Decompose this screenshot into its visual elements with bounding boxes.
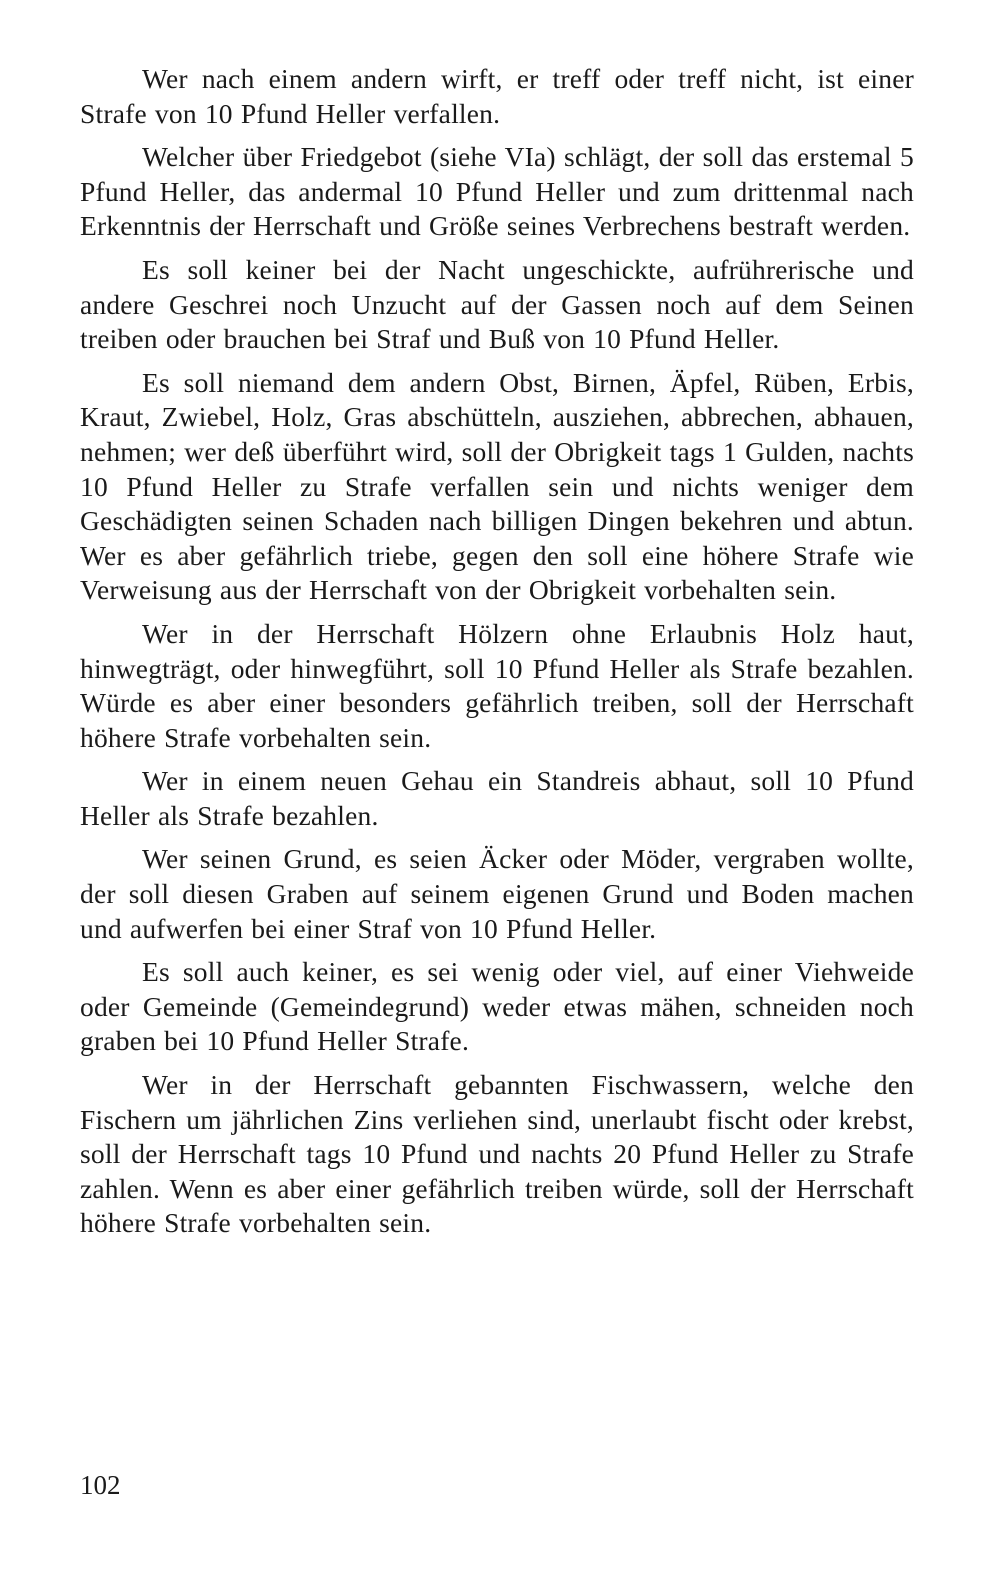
paragraph: Es soll keiner bei der Nacht ungeschickte, aufrührerische und andere Geschrei noch Unzucht auf der Gassen noch auf dem Seinen treiben oder brauchen bei Straf und Buß von 10 Pfund Heller. [80, 253, 914, 355]
paragraph: Es soll niemand dem andern Obst, Birnen, Äpfel, Rüben, Erbis, Kraut, Zwiebel, Holz, Gras abschütteln, ausziehen, abbrechen, abhauen, nehmen; wer deß überführt wird, soll der Obrigkeit tags 1 Gulden, nachts 10 Pfund Heller zu Strafe verfallen sein und nichts weniger dem Geschädigten seinen Schaden nach billigen Dingen bekehren und abtun. Wer es aber gefährlich triebe, gegen den soll eine höhere Strafe wie Verweisung aus der Herrschaft von der Obrigkeit vorbehalten sein. [80, 366, 914, 606]
paragraph: Wer nach einem andern wirft, er treff oder treff nicht, ist einer Strafe von 10 Pfund Heller verfallen. [80, 63, 914, 129]
paragraph: Es soll auch keiner, es sei wenig oder viel, auf einer Viehweide oder Gemeinde (Gemeindegrund) weder etwas mähen, schneiden noch graben bei 10 Pfund Heller Strafe. [80, 956, 914, 1057]
paragraph: Wer in einem neuen Gehau ein Standreis abhaut, soll 10 Pfund Heller als Strafe bezahlen. [80, 765, 914, 831]
paragraph: Welcher über Friedgebot (siehe VIa) schlägt, der soll das erstemal 5 Pfund Heller, das andermal 10 Pfund Heller und zum drittenmal nach Erkenntnis der Herrschaft und Größe seines Verbrechens bestraft werden. [80, 141, 914, 242]
paragraph: Wer in der Herrschaft gebannten Fischwassern, welche den Fischern um jährlichen Zins verliehen sind, unerlaubt fischt oder krebst, soll der Herrschaft tags 10 Pfund und nachts 20 Pfund Heller zu Strafe zahlen. Wenn es aber einer gefährlich treiben würde, soll der Herrschaft höhere Strafe vorbehalten sein. [80, 1069, 914, 1239]
page-number: 102 [80, 1470, 121, 1500]
paragraph: Wer seinen Grund, es seien Äcker oder Möder, vergraben wollte, der soll diesen Graben auf seinem eigenen Grund und Boden machen und aufwerfen bei einer Straf von 10 Pfund Heller. [80, 843, 914, 944]
page-body [80, 62, 914, 1250]
paragraph: Wer in der Herrschaft Hölzern ohne Erlaubnis Holz haut, hinwegträgt, oder hinwegführt, soll 10 Pfund Heller als Strafe bezahlen. Würde es aber einer besonders gefährlich treiben, soll der Herrschaft höhere Strafe vorbehalten sein. [80, 617, 914, 753]
